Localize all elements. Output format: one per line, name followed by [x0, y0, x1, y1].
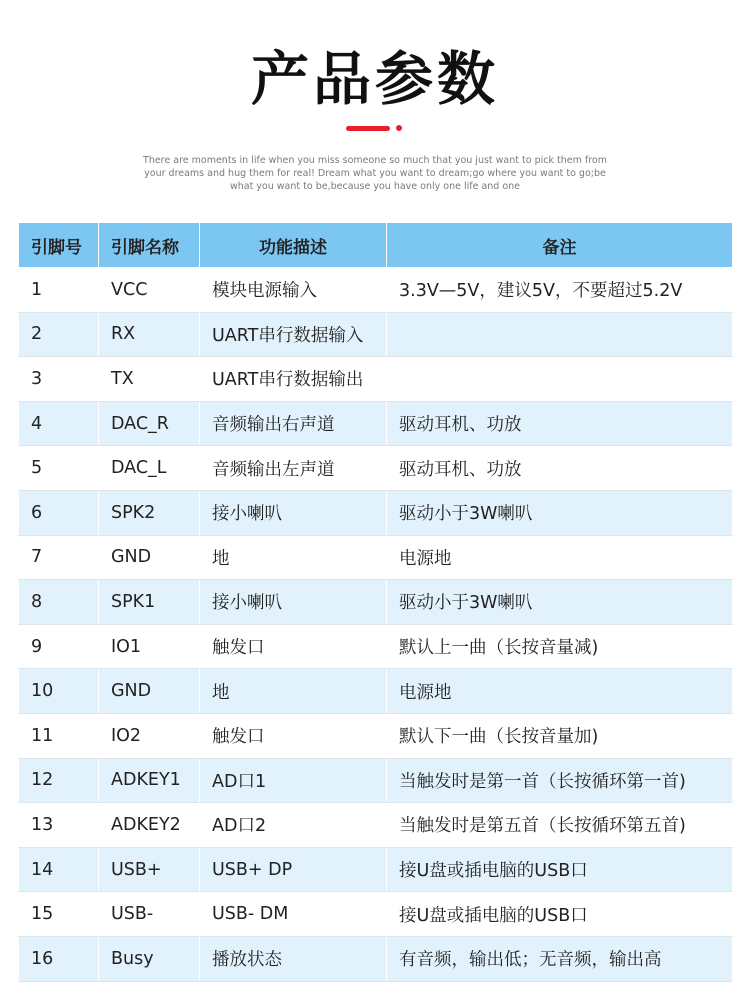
table-row [19, 758, 733, 803]
cell-pin-number: 14 [19, 847, 99, 892]
cell-pin-number: 12 [19, 758, 99, 803]
table-row [19, 936, 733, 981]
cell-notes: 当触发时是第一首（长按循环第一首) [387, 758, 733, 803]
tagline: There are moments in life when you miss someone so much that you just want to pick them from your dreams and hug them for real! Dream what you want to dream;go where you want to go;be what you want to be,because you have only one life and one [143, 155, 607, 192]
cell-pin-number: 1 [19, 268, 99, 313]
cell-notes: 电源地 [387, 535, 733, 580]
table-row [19, 624, 733, 669]
cell-notes: 驱动耳机、功放 [387, 446, 733, 491]
cell-function: USB+ DP [200, 847, 387, 892]
cell-function: 触发口 [200, 624, 387, 669]
cell-pin-number: 4 [19, 401, 99, 446]
table-row [19, 490, 733, 535]
cell-pin-name: VCC [99, 268, 200, 313]
cell-function: UART串行数据输入 [200, 312, 387, 357]
cell-pin-name: SPK2 [99, 490, 200, 535]
table-row [19, 312, 733, 357]
column-header-function: 功能描述 [200, 223, 387, 268]
cell-function: 音频输出右声道 [200, 401, 387, 446]
cell-notes: 默认下一曲（长按音量加) [387, 713, 733, 758]
cell-pin-name: GND [99, 535, 200, 580]
cell-notes: 驱动小于3W喇叭 [387, 580, 733, 625]
cell-pin-name: DAC_L [99, 446, 200, 491]
pin-parameter-table [18, 222, 733, 982]
cell-pin-number: 6 [19, 490, 99, 535]
cell-pin-name: USB+ [99, 847, 200, 892]
table-row [19, 713, 733, 758]
cell-pin-name: GND [99, 669, 200, 714]
cell-pin-name: DAC_R [99, 401, 200, 446]
cell-notes: 3.3V—5V，建议5V，不要超过5.2V [387, 268, 733, 313]
page-title: 产品参数 [250, 45, 499, 113]
cell-function: 接小喇叭 [200, 580, 387, 625]
cell-notes: 当触发时是第五首（长按循环第五首) [387, 803, 733, 848]
cell-function: 触发口 [200, 713, 387, 758]
cell-pin-number: 3 [19, 357, 99, 402]
cell-function: USB- DM [200, 892, 387, 937]
table-row [19, 669, 733, 714]
cell-function: 接小喇叭 [200, 490, 387, 535]
table-row [19, 357, 733, 402]
column-header-notes: 备注 [387, 223, 733, 268]
cell-pin-number: 7 [19, 535, 99, 580]
cell-notes: 电源地 [387, 669, 733, 714]
column-header-pin-name: 引脚名称 [99, 223, 200, 268]
cell-pin-name: IO2 [99, 713, 200, 758]
cell-notes: 有音频，输出低；无音频，输出高 [387, 936, 733, 981]
cell-pin-number: 15 [19, 892, 99, 937]
table-row [19, 847, 733, 892]
cell-notes: 默认上一曲（长按音量减) [387, 624, 733, 669]
cell-pin-number: 10 [19, 669, 99, 714]
cell-notes [387, 312, 733, 357]
table-body [19, 268, 733, 982]
table-header-row [19, 223, 733, 268]
cell-pin-number: 8 [19, 580, 99, 625]
table-row [19, 268, 733, 313]
cell-pin-name: IO1 [99, 624, 200, 669]
cell-notes [387, 357, 733, 402]
cell-function: AD口2 [200, 803, 387, 848]
cell-function: 音频输出左声道 [200, 446, 387, 491]
cell-function: 地 [200, 535, 387, 580]
cell-function: 地 [200, 669, 387, 714]
cell-pin-name: ADKEY1 [99, 758, 200, 803]
table-row [19, 535, 733, 580]
table-row [19, 803, 733, 848]
table-row [19, 892, 733, 937]
table-row [19, 401, 733, 446]
cell-pin-number: 11 [19, 713, 99, 758]
cell-pin-name: RX [99, 312, 200, 357]
cell-notes: 接U盘或插电脑的USB口 [387, 892, 733, 937]
cell-function: 模块电源输入 [200, 268, 387, 313]
cell-pin-number: 13 [19, 803, 99, 848]
cell-function: UART串行数据输出 [200, 357, 387, 402]
cell-pin-name: USB- [99, 892, 200, 937]
cell-function: 播放状态 [200, 936, 387, 981]
cell-notes: 驱动小于3W喇叭 [387, 490, 733, 535]
title-accent-bar [346, 126, 390, 131]
table-row [19, 446, 733, 491]
column-header-pin-number: 引脚号 [19, 223, 99, 268]
cell-notes: 驱动耳机、功放 [387, 401, 733, 446]
cell-pin-name: Busy [99, 936, 200, 981]
cell-pin-number: 9 [19, 624, 99, 669]
cell-pin-name: ADKEY2 [99, 803, 200, 848]
cell-pin-number: 5 [19, 446, 99, 491]
cell-function: AD口1 [200, 758, 387, 803]
cell-notes: 接U盘或插电脑的USB口 [387, 847, 733, 892]
cell-pin-number: 16 [19, 936, 99, 981]
title-accent-dot [396, 125, 402, 131]
cell-pin-number: 2 [19, 312, 99, 357]
table-row [19, 580, 733, 625]
cell-pin-name: TX [99, 357, 200, 402]
cell-pin-name: SPK1 [99, 580, 200, 625]
